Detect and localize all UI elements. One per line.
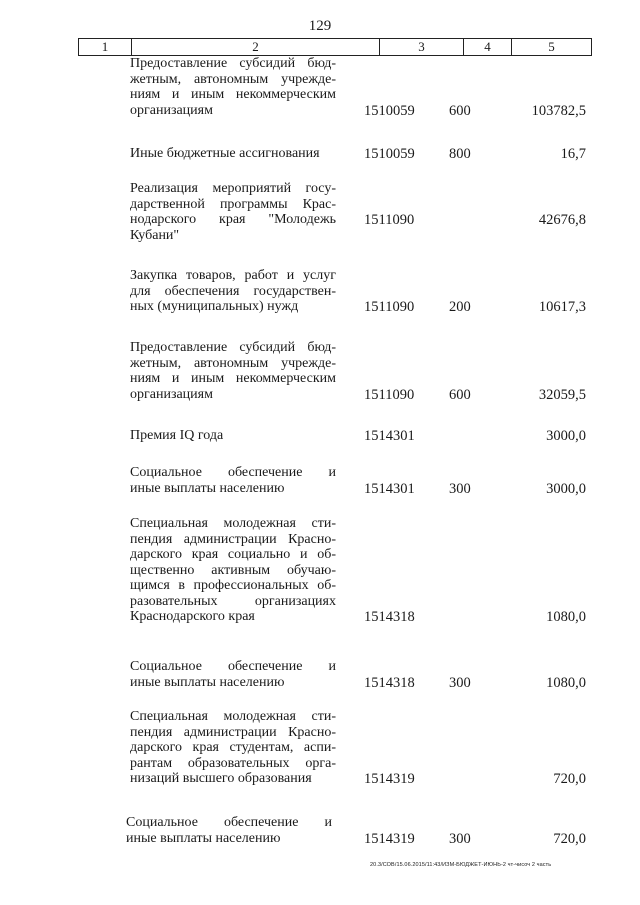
- description-line: щественно активным обучаю-: [130, 562, 336, 578]
- expense-type-code: 300: [449, 674, 471, 691]
- expense-type-code: 600: [449, 386, 471, 403]
- amount-value: 10617,3: [538, 299, 586, 315]
- amount-value: 103782,5: [531, 102, 586, 119]
- column-header-2: 2: [131, 39, 379, 55]
- description-line: Специальная молодежная сти-: [130, 516, 336, 531]
- amount-value: 3000,0: [546, 480, 586, 497]
- expense-type-code: 800: [449, 146, 471, 162]
- description-line: Социальное обеспечение и: [130, 659, 336, 674]
- description-line: нодарского края "Молодежь: [130, 212, 336, 227]
- row-description: [126, 815, 332, 846]
- amount-value: 1080,0: [546, 609, 586, 625]
- row-description: [130, 659, 336, 690]
- target-article-code: 1511090: [364, 212, 415, 228]
- description-line: разовательных организациях: [130, 593, 336, 609]
- description-line: иные выплаты населению: [130, 674, 285, 690]
- description-line: рантам образовательных орга-: [130, 755, 336, 771]
- document-footer: 20.3/СОВ/15.06.2015/11:43/ИЗМ-БЮДЖЕТ-ИЮНЬ-2 чт-чисоч 2 часть: [370, 862, 552, 868]
- column-header-5: 5: [511, 39, 591, 55]
- amount-value: 16,7: [560, 146, 586, 162]
- expense-type-code: 300: [449, 830, 471, 847]
- expense-type-code: 600: [449, 102, 471, 119]
- expense-type-code: 300: [449, 480, 471, 497]
- description-line: дарственной программы Крас-: [130, 196, 336, 212]
- description-line: Кубани": [130, 227, 180, 243]
- description-line: щимся в профессиональных об-: [130, 578, 336, 593]
- row-description: [130, 340, 336, 402]
- description-line: Премия IQ года: [130, 428, 224, 443]
- description-line: для обеспечения государствен-: [130, 283, 336, 299]
- target-article-code: 1514319: [364, 830, 415, 847]
- target-article-code: 1510059: [364, 146, 415, 162]
- target-article-code: 1514319: [364, 771, 415, 787]
- target-article-code: 1511090: [364, 386, 415, 403]
- amount-value: 42676,8: [538, 212, 586, 228]
- row-description: [130, 56, 336, 118]
- description-line: ниям и иным некоммерческим: [130, 371, 336, 386]
- description-line: Предоставление субсидий бюд-: [130, 340, 336, 355]
- description-line: низаций высшего образования: [130, 771, 312, 786]
- column-header-3: 3: [379, 39, 463, 55]
- description-line: ниям и иным некоммерческим: [130, 87, 336, 102]
- description-line: Закупка товаров, работ и услуг: [130, 268, 336, 283]
- target-article-code: 1514318: [364, 609, 415, 625]
- target-article-code: 1511090: [364, 299, 415, 315]
- target-article-code: 1514301: [364, 480, 415, 497]
- page-number: 129: [308, 18, 332, 34]
- row-description: [130, 428, 336, 444]
- description-line: пендия администрации Красно-: [130, 531, 336, 547]
- description-line: пендия администрации Красно-: [130, 724, 336, 740]
- row-description: [130, 181, 336, 243]
- expense-type-code: 200: [449, 299, 471, 315]
- target-article-code: 1514318: [364, 674, 415, 691]
- description-line: Специальная молодежная сти-: [130, 709, 336, 724]
- description-line: Иные бюджетные ассигнования: [130, 146, 320, 161]
- column-header-row: [78, 38, 592, 56]
- description-line: Реализация мероприятий госу-: [130, 181, 336, 196]
- amount-value: 3000,0: [546, 428, 586, 444]
- column-header-1: 1: [101, 39, 109, 54]
- amount-value: 32059,5: [538, 386, 586, 403]
- description-line: дарского края социально и об-: [130, 547, 336, 562]
- amount-value: 720,0: [553, 771, 586, 787]
- description-line: Предоставление субсидий бюд-: [130, 56, 336, 71]
- amount-value: 1080,0: [546, 674, 586, 691]
- row-description: [130, 465, 336, 496]
- description-line: дарского края студентам, аспи-: [130, 740, 336, 755]
- amount-value: 720,0: [553, 830, 586, 847]
- description-line: Социальное обеспечение и: [130, 465, 336, 480]
- column-header-4: 4: [463, 39, 511, 55]
- target-article-code: 1514301: [364, 428, 415, 444]
- description-line: ных (муниципальных) нужд: [130, 299, 299, 314]
- description-line: жетным, автономным учрежде-: [130, 355, 336, 371]
- description-line: Краснодарского края: [130, 609, 255, 624]
- description-line: организациям: [130, 102, 213, 118]
- row-description: [130, 709, 336, 787]
- description-line: иные выплаты населению: [126, 830, 281, 846]
- row-description: [130, 516, 336, 625]
- target-article-code: 1510059: [364, 102, 415, 119]
- row-description: [130, 268, 336, 315]
- row-description: [130, 146, 336, 162]
- description-line: организациям: [130, 386, 213, 402]
- description-line: Социальное обеспечение и: [126, 815, 332, 830]
- description-line: иные выплаты населению: [130, 480, 285, 496]
- description-line: жетным, автономным учрежде-: [130, 71, 336, 87]
